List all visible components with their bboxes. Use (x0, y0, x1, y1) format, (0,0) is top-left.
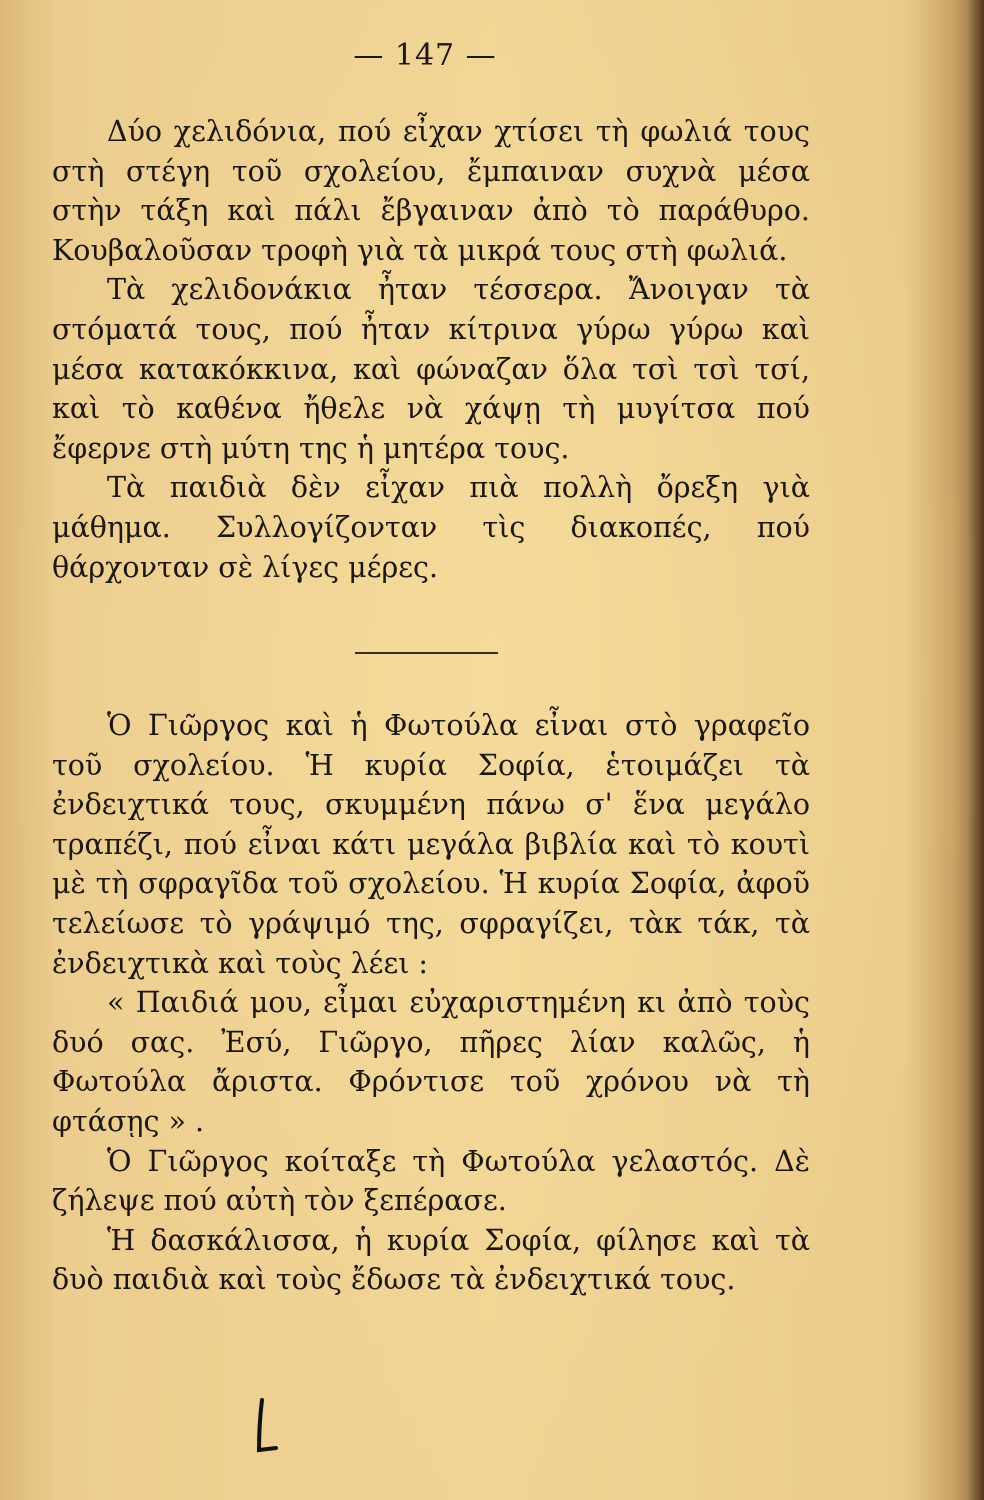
page-number: — 147 — (353, 38, 497, 73)
text-section-school-office (52, 706, 810, 1300)
paragraph: Τὰ χελιδονάκια ἦταν τέσσερα. Ἄνοιγαν τὰ στόματά τους, πού ἦταν κίτρινα γύρω γύρω καὶ μέσα κατακόκκινα, καὶ φώναζαν ὅλα τσὶ τσὶ τσί, καὶ τὸ καθένα ἤθελε νὰ χάψῃ τὴ μυγίτσα πού ἔφερνε στὴ μύτη της ἡ μητέρα τους. (52, 273, 810, 465)
paragraph: Δύο χελιδόνια, πού εἶχαν χτίσει τὴ φωλιά τους στὴ στέγη τοῦ σχολείου, ἔμπαιναν συχνὰ μέσα στὴν τάξη καὶ πάλι ἔβγαιναν ἀπὸ τὸ παράθυρο. Κουβαλοῦσαν τροφὴ γιὰ τὰ μικρά τους στὴ φωλιά. (52, 115, 810, 267)
section-divider (355, 652, 498, 654)
paragraph: « Παιδιά μου, εἶμαι εὐχαριστημένη κι ἀπὸ τοὺς δυό σας. Ἐσύ, Γιῶργο, πῆρες λίαν καλῶς, ἡ Φωτούλα ἄριστα. Φρόντισε τοῦ χρόνου νὰ τὴ φτάσῃς » . (52, 986, 810, 1138)
page-edge-shadow (968, 0, 984, 1500)
paragraph: Ὁ Γιῶργος κοίταξε τὴ Φωτούλα γελαστός. Δὲ ζήλεψε πού αὐτὴ τὸν ξεπέρασε. (52, 1144, 810, 1218)
text-section-swallows (52, 112, 810, 587)
pen-mark (250, 1398, 280, 1458)
paragraph: Τὰ παιδιὰ δὲν εἶχαν πιὰ πολλὴ ὄρεξη γιὰ μάθημα. Συλλογίζονταν τὶς διακοπές, πού θάρχονταν σὲ λίγες μέρες. (52, 471, 810, 584)
paragraph: Ὁ Γιῶργος καὶ ἡ Φωτούλα εἶναι στὸ γραφεῖο τοῦ σχολείου. Ἡ κυρία Σοφία, ἑτοιμάζει τὰ ἐνδειχτικά τους, σκυμμένη πάνω σ' ἕνα μεγάλο τραπέζι, πού εἶναι κάτι μεγάλα βιβλία καὶ τὸ κουτὶ μὲ τὴ σφραγῖδα τοῦ σχολείου. Ἡ κυρία Σοφία, ἀφοῦ τελείωσε τὸ γράψιμό της, σφραγίζει, τὰκ τάκ, τὰ ἐνδειχτικὰ καὶ τοὺς λέει : (52, 709, 810, 980)
paragraph: Ἡ δασκάλισσα, ἡ κυρία Σοφία, φίλησε καὶ τὰ δυὸ παιδιὰ καὶ τοὺς ἔδωσε τὰ ἐνδειχτικά τους. (52, 1223, 810, 1297)
